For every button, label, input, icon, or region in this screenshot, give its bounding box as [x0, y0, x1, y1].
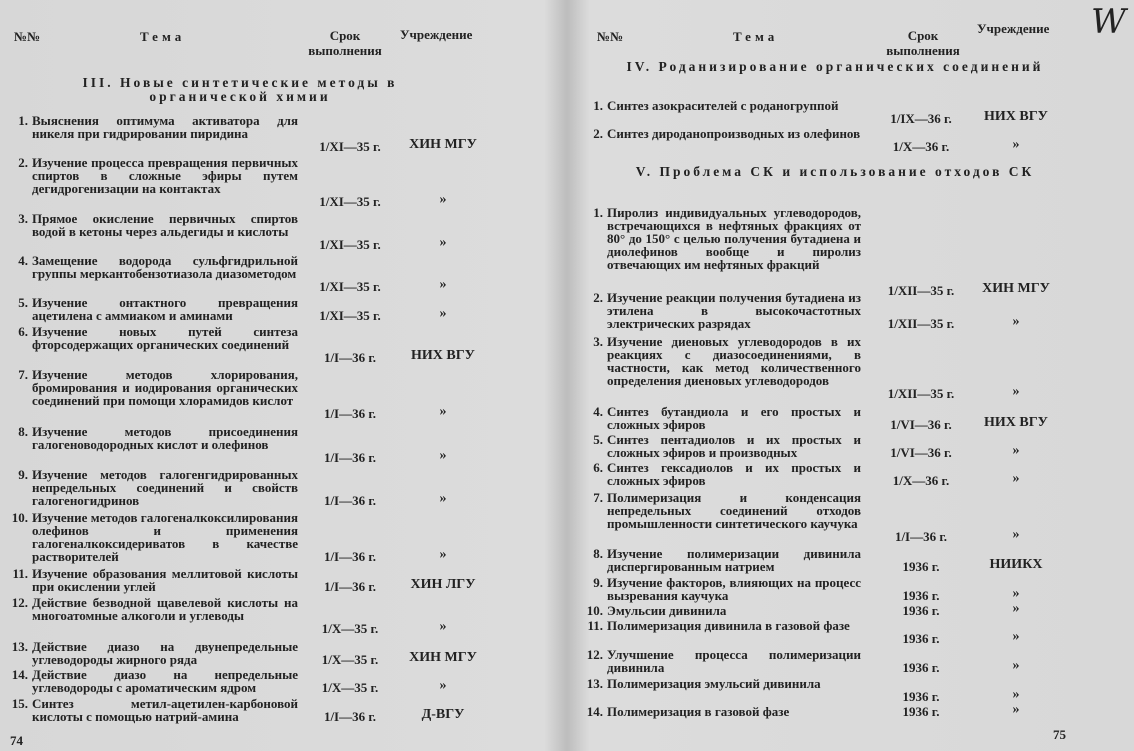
- entry-institution: ХИН МГУ: [982, 281, 1050, 296]
- entry-number: 2.: [593, 290, 603, 305]
- header-topic: Тема: [140, 29, 186, 44]
- entry-deadline: 1936 г.: [902, 603, 940, 618]
- header-topic: Тема: [733, 29, 779, 44]
- entry-number: 13.: [586, 676, 603, 691]
- entry-institution: »: [1012, 601, 1020, 616]
- entry-topic: Изучение реакции получения бутадиена из этилена в высокочастотных электрических разрядах: [607, 290, 861, 331]
- entry-institution: »: [439, 678, 447, 693]
- entry-topic: Полимеризация эмульсий дивинила: [607, 676, 821, 691]
- entry-topic: Изучение методов хлорирования, бромирования и иодирования органических соединений при помощи хлорамидов кислот: [32, 367, 298, 408]
- entry-number: 6.: [593, 460, 603, 475]
- entry-institution: »: [1012, 443, 1020, 458]
- entry-deadline: 1936 г.: [902, 559, 940, 574]
- entry-number: 6.: [18, 324, 28, 339]
- header-institution: Учреждение: [400, 27, 473, 42]
- entry-topic: Изучение методов галогеналкоксилирования олефинов и применения галогеналкоксидериватов в качестве растворителей: [32, 510, 298, 564]
- entry-number: 1.: [593, 98, 603, 113]
- entry-institution: »: [1012, 658, 1020, 673]
- entry-topic: Синтез бутандиола и его простых и сложных эфиров: [607, 404, 861, 432]
- entry-deadline: 1/X—35 г.: [321, 680, 379, 695]
- entry-number: 11.: [587, 618, 603, 633]
- entry-deadline: 1/XI—35 г.: [319, 308, 381, 323]
- entry-topic: Улучшение процесса полимеризации дивинила: [607, 647, 861, 675]
- entry-topic: Полимеризация и конденсация непредельных соединений отходов промышленности синтетического каучука: [607, 490, 861, 531]
- entry-deadline: 1/XI—35 г.: [319, 237, 381, 252]
- right-page: [575, 0, 1134, 751]
- entry-institution: »: [439, 235, 447, 250]
- entry-deadline: 1936 г.: [902, 704, 940, 719]
- entry-number: 14.: [586, 704, 603, 719]
- entry-deadline: 1/I—36 г.: [323, 450, 377, 465]
- entry-deadline: 1/XI—35 г.: [319, 194, 381, 209]
- entry-number: 3.: [593, 334, 603, 349]
- entry-topic: Синтез метил-ацетилен-карбоновой кислоты с помощью натрий-амина: [32, 696, 298, 724]
- entry-deadline: 1/XI—35 г.: [319, 279, 381, 294]
- entry-institution: »: [1012, 314, 1020, 329]
- entry-number: 10.: [586, 603, 603, 618]
- entry-number: 8.: [18, 424, 28, 439]
- entry-institution: »: [439, 448, 447, 463]
- entry-institution: »: [1012, 384, 1020, 399]
- entry-topic: Изучение процесса превращения первичных спиртов в сложные эфиры путем дегидрогенизации на контактах: [32, 155, 298, 196]
- header-deadline: Срок выполнения: [308, 28, 382, 58]
- entry-topic: Действие безводной щавелевой кислоты на многоатомные алкоголи и углеводы: [32, 595, 298, 623]
- entry-deadline: 1/XII—35 г.: [887, 316, 955, 331]
- entry-topic: Синтез гексадиолов и их простых и сложных эфиров: [607, 460, 861, 488]
- entry-institution: ХИН МГУ: [409, 650, 477, 665]
- entry-topic: Синтез пентадиолов и их простых и сложных эфиров и производных: [607, 432, 861, 460]
- entry-institution: »: [1012, 702, 1020, 717]
- entry-number: 9.: [593, 575, 603, 590]
- entry-topic: Изучение факторов, влияющих на процесс вызревания каучука: [607, 575, 861, 603]
- entry-deadline: 1/X—35 г.: [321, 621, 379, 636]
- entry-institution: НИХ ВГУ: [984, 109, 1048, 124]
- entry-number: 9.: [18, 467, 28, 482]
- entry-institution: НИХ ВГУ: [984, 415, 1048, 430]
- left-page-number: 74: [10, 733, 23, 748]
- entry-number: 12.: [11, 595, 28, 610]
- entry-institution: »: [439, 619, 447, 634]
- entry-institution: »: [1012, 527, 1020, 542]
- entry-number: 7.: [593, 490, 603, 505]
- entry-topic: Изучение новых путей синтеза фторсодержащих органических соединений: [32, 324, 298, 352]
- entry-institution: »: [439, 306, 447, 321]
- entry-topic: Изучение онтактного превращения ацетилена с аммиаком и аминами: [32, 295, 298, 323]
- entry-deadline: 1/I—36 г.: [323, 406, 377, 421]
- entry-topic: Замещение водорода сульфгидрильной группы меркантобензотиазола диазометодом: [32, 253, 298, 281]
- entry-topic: Эмульсии дивинила: [607, 603, 727, 618]
- entry-deadline: 1/XII—35 г.: [887, 283, 955, 298]
- entry-number: 12.: [586, 647, 603, 662]
- entry-topic: Изучение образования меллитовой кислоты при окислении углей: [32, 566, 298, 594]
- entry-deadline: 1/IX—36 г.: [890, 111, 952, 126]
- entry-topic: Полимеризация в газовой фазе: [607, 704, 790, 719]
- entry-deadline: 1/I—36 г.: [323, 579, 377, 594]
- entry-institution: »: [439, 404, 447, 419]
- entry-topic: Прямое окисление первичных спиртов водой в кетоны через альдегиды и кислоты: [32, 211, 298, 239]
- entry-number: 15.: [11, 696, 28, 711]
- entry-number: 1.: [593, 205, 603, 220]
- header-num: №№: [597, 29, 624, 44]
- entry-number: 10.: [11, 510, 28, 525]
- entry-institution: »: [1012, 137, 1020, 152]
- entry-deadline: 1/I—36 г.: [894, 529, 948, 544]
- entry-deadline: 1/X—36 г.: [892, 139, 950, 154]
- entry-institution: ХИН МГУ: [409, 137, 477, 152]
- left-page: [0, 0, 555, 751]
- entry-institution: »: [439, 491, 447, 506]
- entry-institution: »: [1012, 471, 1020, 486]
- entry-number: 7.: [18, 367, 28, 382]
- entry-institution: »: [439, 277, 447, 292]
- entry-deadline: 1/X—35 г.: [321, 652, 379, 667]
- entry-topic: Действие диазо на двунепредельные углеводороды жирного ряда: [32, 639, 298, 667]
- entry-topic: Выяснения оптимума активатора для никеля при гидрировании пиридина: [32, 113, 298, 141]
- right-section-2-title: V. Проблема СК и использование отходов СК: [635, 164, 1035, 179]
- entry-deadline: 1936 г.: [902, 660, 940, 675]
- entry-institution: ХИН ЛГУ: [410, 577, 476, 592]
- header-deadline: Срок выполнения: [886, 28, 960, 58]
- entry-topic: Изучение методов галогенгидрированных непредельных соединений и свойств галогеногидринов: [32, 467, 298, 508]
- entry-deadline: 1/VI—36 г.: [890, 417, 952, 432]
- entry-number: 4.: [18, 253, 28, 268]
- entry-institution: »: [439, 192, 447, 207]
- entry-deadline: 1/XI—35 г.: [319, 139, 381, 154]
- entry-number: 13.: [11, 639, 28, 654]
- entry-deadline: 1936 г.: [902, 689, 940, 704]
- entry-topic: Синтез дироданопроизводных из олефинов: [607, 126, 861, 141]
- entry-topic: Пиролиз индивидуальных углеводородов, встречающихся в нефтяных фракциях от 80° до 150° с целью получения бутадиена и диолефинов вообще и пиролиз отвечающих им нефтяных фракций: [607, 205, 861, 272]
- entry-deadline: 1/VI—36 г.: [890, 445, 952, 460]
- entry-number: 2.: [18, 155, 28, 170]
- entry-number: 5.: [18, 295, 28, 310]
- entry-number: 1.: [18, 113, 28, 128]
- entry-topic: Изучение полимеризации дивинила диспергированным натрием: [607, 546, 861, 574]
- entry-number: 2.: [593, 126, 603, 141]
- entry-deadline: 1936 г.: [902, 631, 940, 646]
- header-institution: Учреждение: [977, 21, 1050, 36]
- entry-number: 8.: [593, 546, 603, 561]
- entry-number: 14.: [11, 667, 28, 682]
- entry-number: 5.: [593, 432, 603, 447]
- entry-number: 11.: [12, 566, 28, 581]
- header-num: №№: [14, 29, 41, 44]
- entry-deadline: 1/I—36 г.: [323, 709, 377, 724]
- entry-institution: »: [1012, 586, 1020, 601]
- entry-deadline: 1/XII—35 г.: [887, 386, 955, 401]
- handwritten-mark: W: [1091, 2, 1126, 42]
- entry-institution: »: [1012, 687, 1020, 702]
- entry-topic: Действие диазо на непредельные углеводороды с ароматическим ядром: [32, 667, 298, 695]
- entry-topic: Синтез азокрасителей с роданогруппой: [607, 98, 839, 113]
- right-page-number: 75: [1053, 727, 1066, 742]
- entry-deadline: 1/X—36 г.: [892, 473, 950, 488]
- left-section-title: III. Новые синтетические методы в органической химии: [82, 75, 398, 104]
- entry-deadline: 1/I—36 г.: [323, 549, 377, 564]
- entry-topic: Полимеризация дивинила в газовой фазе: [607, 618, 850, 633]
- entry-number: 4.: [593, 404, 603, 419]
- entry-institution: »: [439, 547, 447, 562]
- entry-institution: Д-ВГУ: [421, 707, 465, 722]
- entry-topic: Изучение диеновых углеводородов в их реакциях с диазосоединениями, в частности, как метод количественного определения диеновых углеводородов: [607, 334, 861, 388]
- entry-institution: НИИКХ: [989, 557, 1043, 572]
- entry-deadline: 1936 г.: [902, 588, 940, 603]
- entry-topic: Изучение методов присоединения галогеноводородных кислот и олефинов: [32, 424, 298, 452]
- entry-deadline: 1/I—36 г.: [323, 350, 377, 365]
- entry-number: 3.: [18, 211, 28, 226]
- entry-institution: НИХ ВГУ: [411, 348, 475, 363]
- entry-deadline: 1/I—36 г.: [323, 493, 377, 508]
- entry-institution: »: [1012, 629, 1020, 644]
- right-section-1-title: IV. Роданизирование органических соединений: [626, 59, 1044, 74]
